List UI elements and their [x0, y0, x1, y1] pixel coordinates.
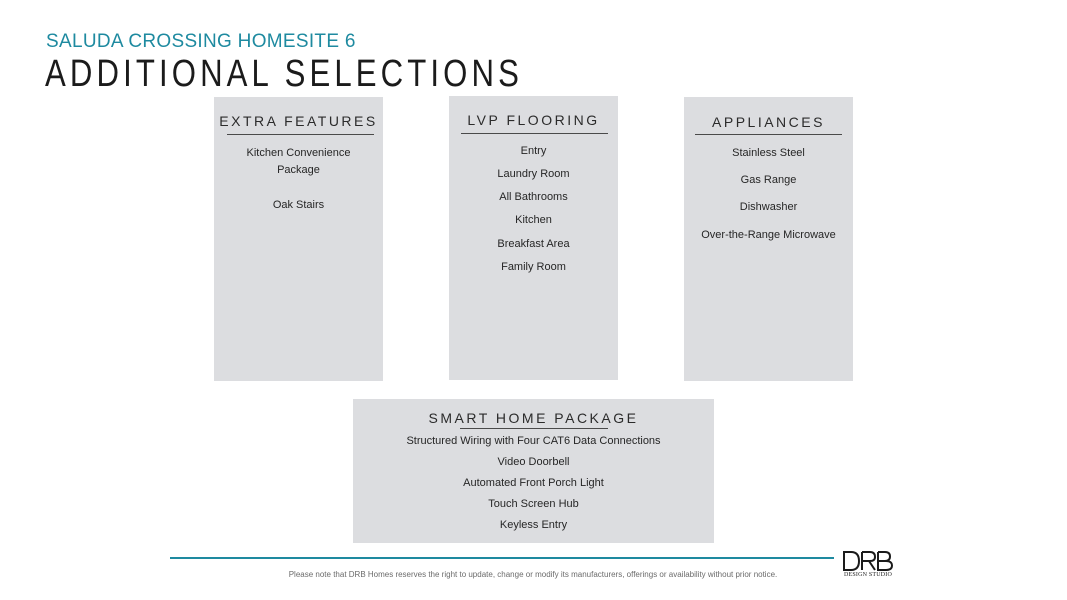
list-item: Over-the-Range Microwave [701, 229, 836, 241]
list-item: Laundry Room [497, 168, 570, 180]
list-item: Kitchen [515, 214, 552, 226]
list-item: Keyless Entry [499, 519, 568, 531]
drb-logo-icon [842, 550, 894, 572]
page-title: ADDITIONAL SELECTIONS [45, 53, 523, 95]
card-title: SMART HOME PACKAGE [428, 410, 639, 426]
list-item: Gas Range [740, 174, 797, 186]
list-item: Entry [520, 145, 547, 157]
extra-features-card [214, 97, 383, 381]
list-item: All Bathrooms [499, 191, 568, 203]
card-title: EXTRA FEATURES [219, 113, 378, 129]
list-item: Touch Screen Hub [488, 498, 579, 510]
lvp-flooring-card [449, 96, 618, 380]
logo-subtext: DESIGN STUDIO [843, 572, 893, 578]
footer-divider [170, 557, 834, 559]
disclaimer-text: Please note that DRB Homes reserves the right to update, change or modify its manufacturers, offerings or availability without prior notice. [288, 570, 778, 579]
page-subtitle: SALUDA CROSSING HOMESITE 6 [46, 31, 356, 52]
list-item: Video Doorbell [497, 456, 570, 468]
list-item: Breakfast Area [497, 238, 570, 250]
list-item: Automated Front Porch Light [463, 477, 604, 489]
list-item: Stainless Steel [732, 147, 805, 159]
list-item: Family Room [501, 261, 566, 273]
card-title-rule [461, 133, 608, 134]
card-title: LVP FLOORING [467, 112, 600, 128]
smart-home-package-card [353, 399, 714, 543]
list-item: Oak Stairs [272, 199, 325, 211]
card-title-rule [460, 428, 608, 429]
drb-design-studio-logo [842, 550, 894, 582]
card-title-rule [695, 134, 842, 135]
appliances-card [684, 97, 853, 381]
card-title-rule [227, 134, 374, 135]
list-item: Kitchen Convenience Package [246, 147, 351, 176]
card-title: APPLIANCES [712, 114, 825, 130]
list-item: Structured Wiring with Four CAT6 Data Connections [406, 435, 661, 447]
list-item: Dishwasher [739, 201, 798, 213]
